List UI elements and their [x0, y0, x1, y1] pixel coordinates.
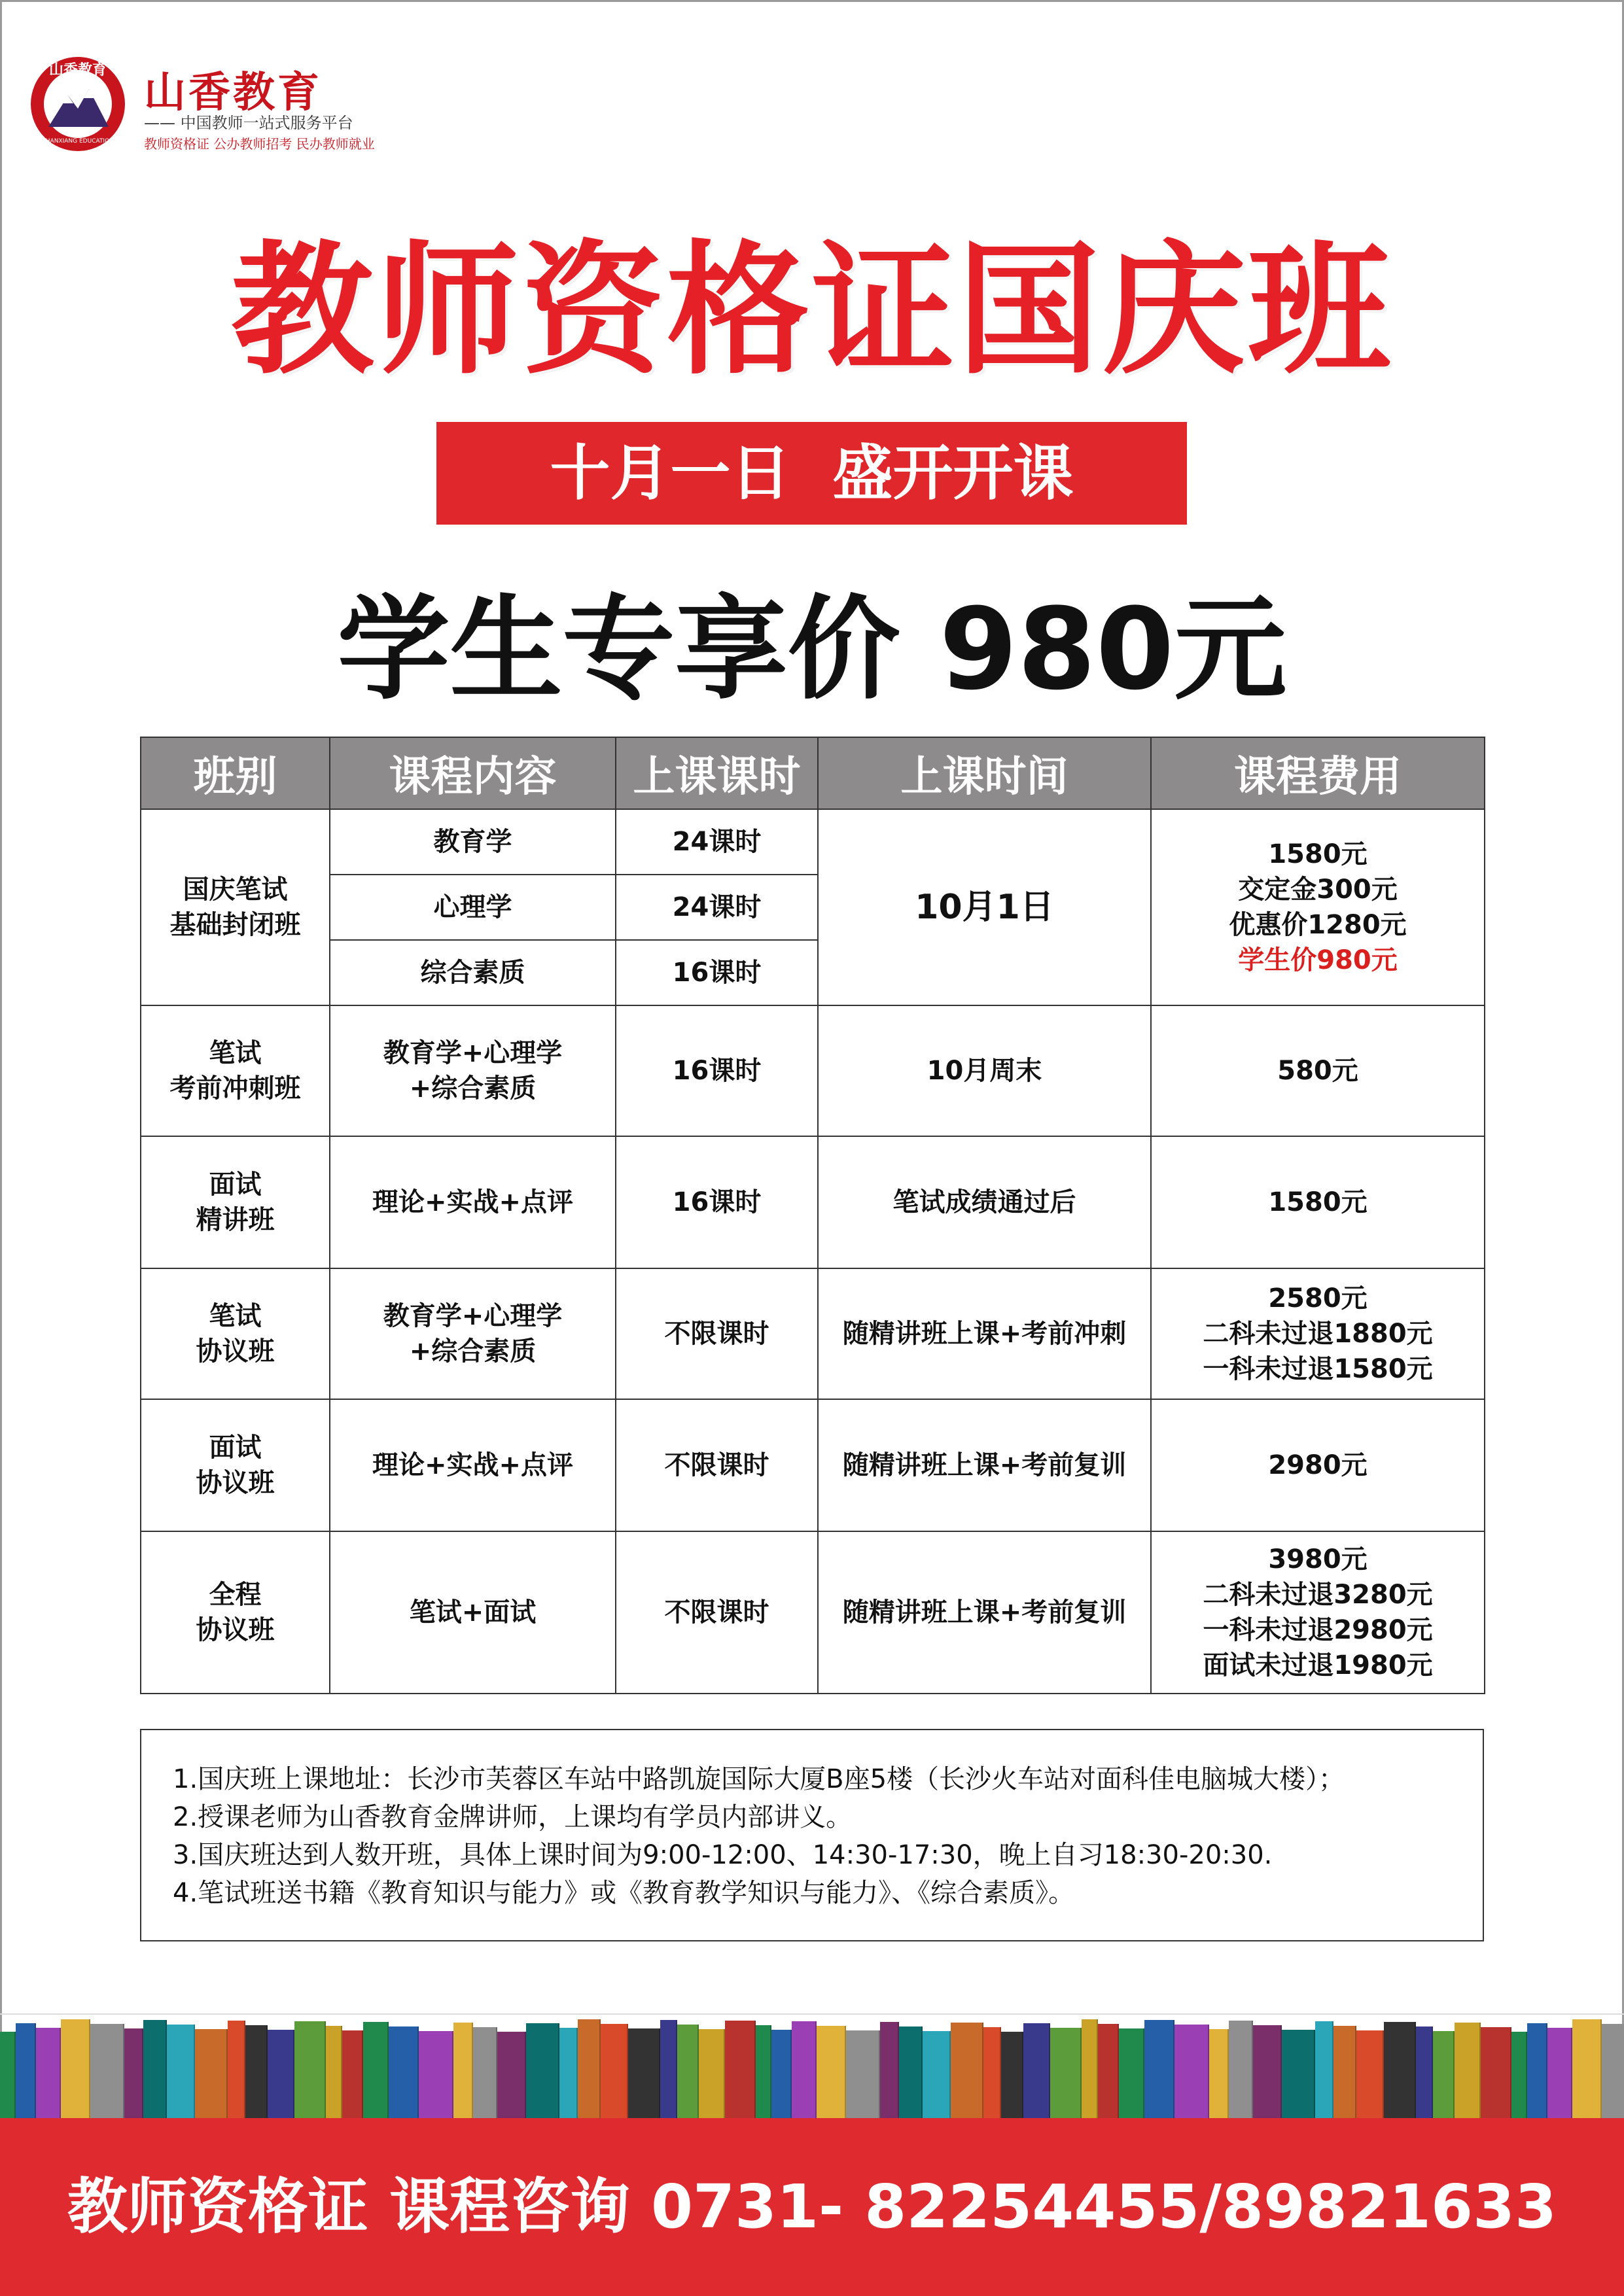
table-row [141, 1531, 1485, 1694]
note-line: 3.国庆班达到人数开班，具体上课时间为9:00-12:00、14:30-17:30，晚上自习18:30-20:30. [173, 1840, 1273, 1870]
time-cell: 随精讲班上课+考前复训 [818, 1531, 1151, 1694]
book-spine [725, 2021, 756, 2118]
book-spine [1001, 2032, 1023, 2118]
content-cell: 综合素质 [330, 940, 616, 1005]
fee-line: 一科未过退2980元 [1203, 1615, 1433, 1645]
fee-line: 二科未过退3280元 [1203, 1580, 1433, 1610]
student-fee-line: 学生价980元 [1238, 945, 1398, 975]
brand-logo [29, 52, 434, 157]
hours-cell: 24课时 [616, 875, 818, 940]
notes-box [140, 1729, 1484, 1941]
seal-text: 山香教育 [48, 62, 107, 78]
fee-line: 2580元 [1268, 1283, 1368, 1313]
book-spine [1050, 2028, 1082, 2118]
book-spine [1333, 2026, 1356, 2118]
book-spine [497, 2032, 526, 2118]
book-spine [228, 2021, 245, 2118]
book-spine [1098, 2024, 1119, 2118]
class-line: 协议班 [196, 1615, 275, 1645]
header-hours: 上课课时 [616, 737, 818, 809]
time-cell: 10月1日 [818, 809, 1151, 1005]
class-line: 协议班 [196, 1468, 275, 1498]
fee-line: 580元 [1277, 1056, 1358, 1086]
book-spine [983, 2027, 1001, 2118]
brand-tagline: —— 中国教师一站式服务平台 [144, 114, 353, 132]
time-cell: 笔试成绩通过后 [818, 1136, 1151, 1268]
book-spine [1144, 2020, 1174, 2118]
book-spine [326, 2026, 342, 2118]
fee-cell [1151, 1399, 1485, 1531]
shanxiang-seal-icon [29, 55, 127, 153]
book-spine [628, 2028, 660, 2118]
hours-cell: 不限课时 [616, 1268, 818, 1399]
book-spine [817, 2026, 846, 2118]
book-spine [363, 2022, 389, 2118]
header-content: 课程内容 [330, 737, 616, 809]
book-spine [167, 2025, 195, 2118]
class-line: 面试 [209, 1170, 262, 1200]
content-line: +综合素质 [409, 1073, 537, 1104]
book-spine [1023, 2023, 1050, 2118]
class-line: 考前冲刺班 [169, 1073, 301, 1104]
content-line: 教育学+心理学 [383, 1038, 563, 1068]
fee-line: 1580元 [1268, 1187, 1368, 1217]
book-spine [389, 2026, 419, 2118]
fee-line: 一科未过退1580元 [1203, 1354, 1433, 1384]
student-price: 学生专享价 980元 [337, 583, 1287, 715]
class-line: 笔试 [209, 1301, 262, 1331]
time-cell: 随精讲班上课+考前复训 [818, 1399, 1151, 1531]
time-cell: 随精讲班上课+考前冲刺 [818, 1268, 1151, 1399]
book-spine [419, 2031, 453, 2118]
fee-cell [1151, 809, 1485, 1005]
book-spine [1356, 2030, 1384, 2118]
fee-line: 3980元 [1268, 1544, 1368, 1574]
book-spine [143, 2020, 167, 2118]
book-spine [1174, 2025, 1209, 2118]
note-line: 2.授课老师为山香教育金牌讲师，上课均有学员内部讲义。 [173, 1802, 853, 1832]
book-spine [1119, 2028, 1144, 2118]
book-spine [16, 2023, 36, 2118]
content-cell [330, 1136, 616, 1268]
note-line: 4.笔试班送书籍《教育知识与能力》或《教育教学知识与能力》、《综合素质》。 [173, 1878, 1075, 1908]
fee-cell [1151, 1005, 1485, 1136]
class-cell [141, 1531, 330, 1694]
book-spine [1455, 2023, 1481, 2118]
book-spine [1082, 2019, 1098, 2118]
fee-line: 优惠价1280元 [1229, 910, 1407, 940]
book-spine [268, 2030, 294, 2118]
fee-line: 二科未过退1880元 [1203, 1319, 1433, 1349]
start-date-banner: 十月一日 盛开开课 [436, 422, 1187, 525]
class-cell [141, 1399, 330, 1531]
class-line: 笔试 [209, 1038, 262, 1068]
fee-line: 面试未过退1980元 [1203, 1650, 1433, 1680]
brand-name: 山香教育 [144, 69, 322, 117]
content-line: 理论+实战+点评 [372, 1187, 574, 1217]
content-line: 笔试+面试 [409, 1597, 537, 1627]
table-row [141, 1268, 1485, 1399]
class-cell [141, 809, 330, 1005]
book-spine [90, 2024, 124, 2118]
book-spine [1602, 2024, 1624, 2118]
book-spine [951, 2023, 983, 2118]
book-spine [1547, 2028, 1572, 2118]
book-spine [294, 2021, 326, 2118]
hours-cell: 16课时 [616, 1005, 818, 1136]
book-spine [526, 2023, 559, 2118]
book-spine [923, 2031, 951, 2118]
book-spine [559, 2028, 578, 2118]
time-cell: 10月周末 [818, 1005, 1151, 1136]
book-spine [1229, 2021, 1253, 2118]
header-fee: 课程费用 [1151, 737, 1485, 809]
class-line: 协议班 [196, 1336, 275, 1366]
fee-line: 交定金300元 [1238, 875, 1398, 905]
fee-cell [1151, 1136, 1485, 1268]
class-cell [141, 1005, 330, 1136]
book-spine [342, 2030, 363, 2118]
hours-cell: 24课时 [616, 809, 818, 875]
table-row [141, 1399, 1485, 1531]
book-spine [453, 2023, 473, 2118]
class-line: 国庆笔试 [183, 875, 288, 905]
content-cell [330, 1268, 616, 1399]
book-spine [1481, 2027, 1511, 2118]
book-spine [1315, 2021, 1333, 2118]
content-cell [330, 1005, 616, 1136]
book-spine [1384, 2022, 1416, 2118]
hours-cell: 不限课时 [616, 1531, 818, 1694]
book-spine [846, 2030, 880, 2118]
note-line: 1.国庆班上课地址：长沙市芙蓉区车站中路凯旋国际大厦B座5楼（长沙火车站对面科佳电脑城大楼）； [173, 1764, 1345, 1794]
book-spine [195, 2029, 228, 2118]
book-spine [1527, 2023, 1547, 2118]
book-spine [473, 2027, 497, 2118]
content-cell: 教育学 [330, 809, 616, 875]
book-spine [61, 2019, 90, 2118]
fee-line: 1580元 [1268, 839, 1368, 869]
book-spine [578, 2019, 601, 2118]
book-spine [0, 2032, 16, 2118]
table-row [141, 1005, 1485, 1136]
content-cell: 心理学 [330, 875, 616, 940]
seal-ring-text: SHANXIANG EDUCATION [42, 138, 114, 145]
page-title: 教师资格证国庆班 [231, 228, 1393, 394]
class-line: 面试 [209, 1433, 262, 1463]
class-line: 全程 [209, 1580, 262, 1610]
content-cell [330, 1531, 616, 1694]
class-cell [141, 1136, 330, 1268]
contact-footer: 教师资格证 课程咨询 0731- 82254455/89821633 [0, 2118, 1624, 2296]
book-spine [1253, 2025, 1282, 2118]
book-spine [792, 2021, 817, 2118]
book-spine [899, 2026, 923, 2118]
book-spine [245, 2025, 268, 2118]
book-spine [699, 2029, 725, 2118]
book-spine [36, 2028, 61, 2118]
fee-line: 2980元 [1268, 1450, 1368, 1480]
table-row [141, 809, 1485, 875]
book-spine [1433, 2031, 1455, 2118]
content-cell [330, 1399, 616, 1531]
content-line: 理论+实战+点评 [372, 1450, 574, 1480]
fee-cell [1151, 1531, 1485, 1694]
content-line: 教育学+心理学 [383, 1301, 563, 1331]
hours-cell: 16课时 [616, 1136, 818, 1268]
bookshelf-decoration [0, 2013, 1624, 2118]
table-row [141, 1136, 1485, 1268]
book-spine [1511, 2032, 1527, 2118]
book-spine [771, 2030, 792, 2118]
book-spine [1572, 2019, 1602, 2118]
header-class: 班别 [141, 737, 330, 809]
book-spine [124, 2028, 143, 2118]
course-table [140, 737, 1485, 1694]
class-line: 精讲班 [196, 1205, 275, 1235]
header-time: 上课时间 [818, 737, 1151, 809]
book-spine [1209, 2029, 1229, 2118]
book-spine [660, 2020, 677, 2118]
class-cell [141, 1268, 330, 1399]
book-spine [756, 2025, 771, 2118]
class-line: 基础封闭班 [169, 910, 301, 940]
hours-cell: 不限课时 [616, 1399, 818, 1531]
brand-services: 教师资格证 公办教师招考 民办教师就业 [144, 136, 375, 152]
book-spine [601, 2024, 628, 2118]
book-spine [880, 2022, 899, 2118]
book-spine [1416, 2026, 1433, 2118]
hours-cell: 16课时 [616, 940, 818, 1005]
book-spine [1282, 2030, 1315, 2118]
content-line: +综合素质 [409, 1336, 537, 1366]
fee-cell [1151, 1268, 1485, 1399]
table-header-row [141, 737, 1485, 809]
book-spine [677, 2025, 699, 2118]
